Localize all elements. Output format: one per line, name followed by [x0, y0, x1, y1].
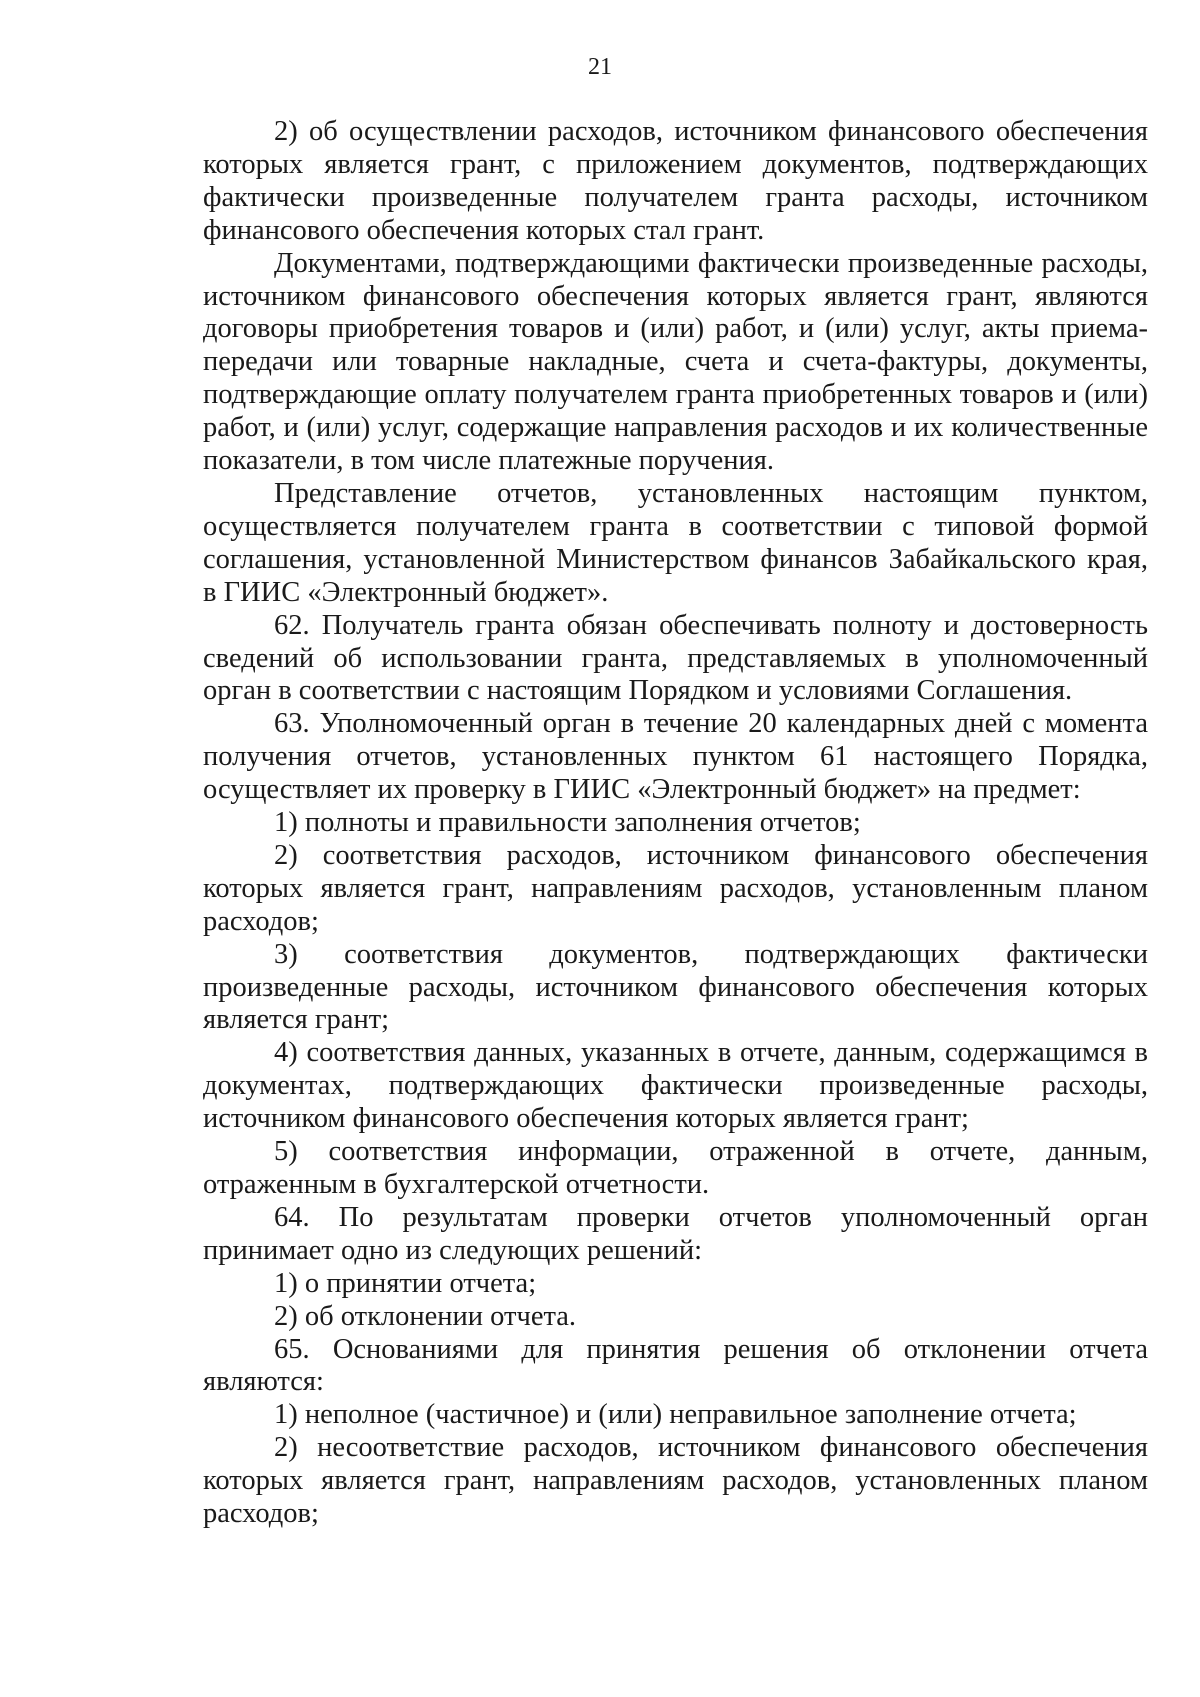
paragraph-expense-report: 2) об осуществлении расходов, источником финансового обеспечения которых является грант, с приложением документов, подтверждающих фактически произведенные получателем гранта расходы, источником финансового обеспечения которых стал грант.	[203, 116, 1148, 246]
list-item-63-2: 2) соответствия расходов, источником финансового обеспечения которых является грант, направлениям расходов, установленным планом расходов;	[203, 839, 1148, 937]
list-item-63-1: 1) полноты и правильности заполнения отчетов;	[274, 807, 861, 839]
list-item-65-2: 2) несоответствие расходов, источником финансового обеспечения которых является грант, направлениям расходов, установленных планом расходов;	[203, 1432, 1148, 1530]
page-number: 21	[588, 54, 612, 80]
document-body	[203, 116, 1148, 1531]
paragraph-65: 65. Основаниями для принятия решения об отклонении отчета являются:	[203, 1333, 1148, 1398]
paragraph-62: 62. Получатель гранта обязан обеспечивать полноту и достоверность сведений об использовании гранта, представляемых в уполномоченный орган в соответствии с настоящим Порядком и условиями Соглашения.	[203, 609, 1148, 707]
list-item-63-4: 4) соответствия данных, указанных в отчете, данным, содержащимся в документах, подтверждающих фактически произведенные расходы, источником финансового обеспечения которых является грант;	[203, 1037, 1148, 1135]
paragraph-report-submission: Представление отчетов, установленных настоящим пунктом, осуществляется получателем гранта в соответствии с типовой формой соглашения, установленной Министерством финансов Забайкальского края, в ГИИС «Электронный бюджет».	[203, 477, 1148, 608]
list-item-63-5: 5) соответствия информации, отраженной в отчете, данным, отраженным в бухгалтерской отчетности.	[203, 1136, 1148, 1200]
list-item-65-1: 1) неполное (частичное) и (или) неправильное заполнение отчета;	[274, 1399, 1077, 1431]
list-item-64-2: 2) об отклонении отчета.	[274, 1300, 577, 1332]
paragraph-63: 63. Уполномоченный орган в течение 20 календарных дней с момента получения отчетов, установленных пунктом 61 настоящего Порядка, осуществляет их проверку в ГИИС «Электронный бюджет» на предмет:	[203, 708, 1148, 806]
paragraph-supporting-documents: Документами, подтверждающими фактически произведенные расходы, источником финансового обеспечения которых является грант, являются договоры приобретения товаров и (или) работ, и (или) услуг, акты приема-передачи или товарные накладные, счета и счета-фактуры, документы, подтверждающие оплату получателем гранта приобретенных товаров и (или) работ, и (или) услуг, содержащие направления расходов и их количественные показатели, в том числе платежные поручения.	[203, 247, 1148, 477]
list-item-64-1: 1) о принятии отчета;	[274, 1267, 537, 1299]
list-item-63-3: 3) соответствия документов, подтверждающих фактически произведенные расходы, источником финансового обеспечения которых является грант;	[203, 938, 1148, 1036]
paragraph-64: 64. По результатам проверки отчетов уполномоченный орган принимает одно из следующих решений:	[203, 1201, 1148, 1266]
